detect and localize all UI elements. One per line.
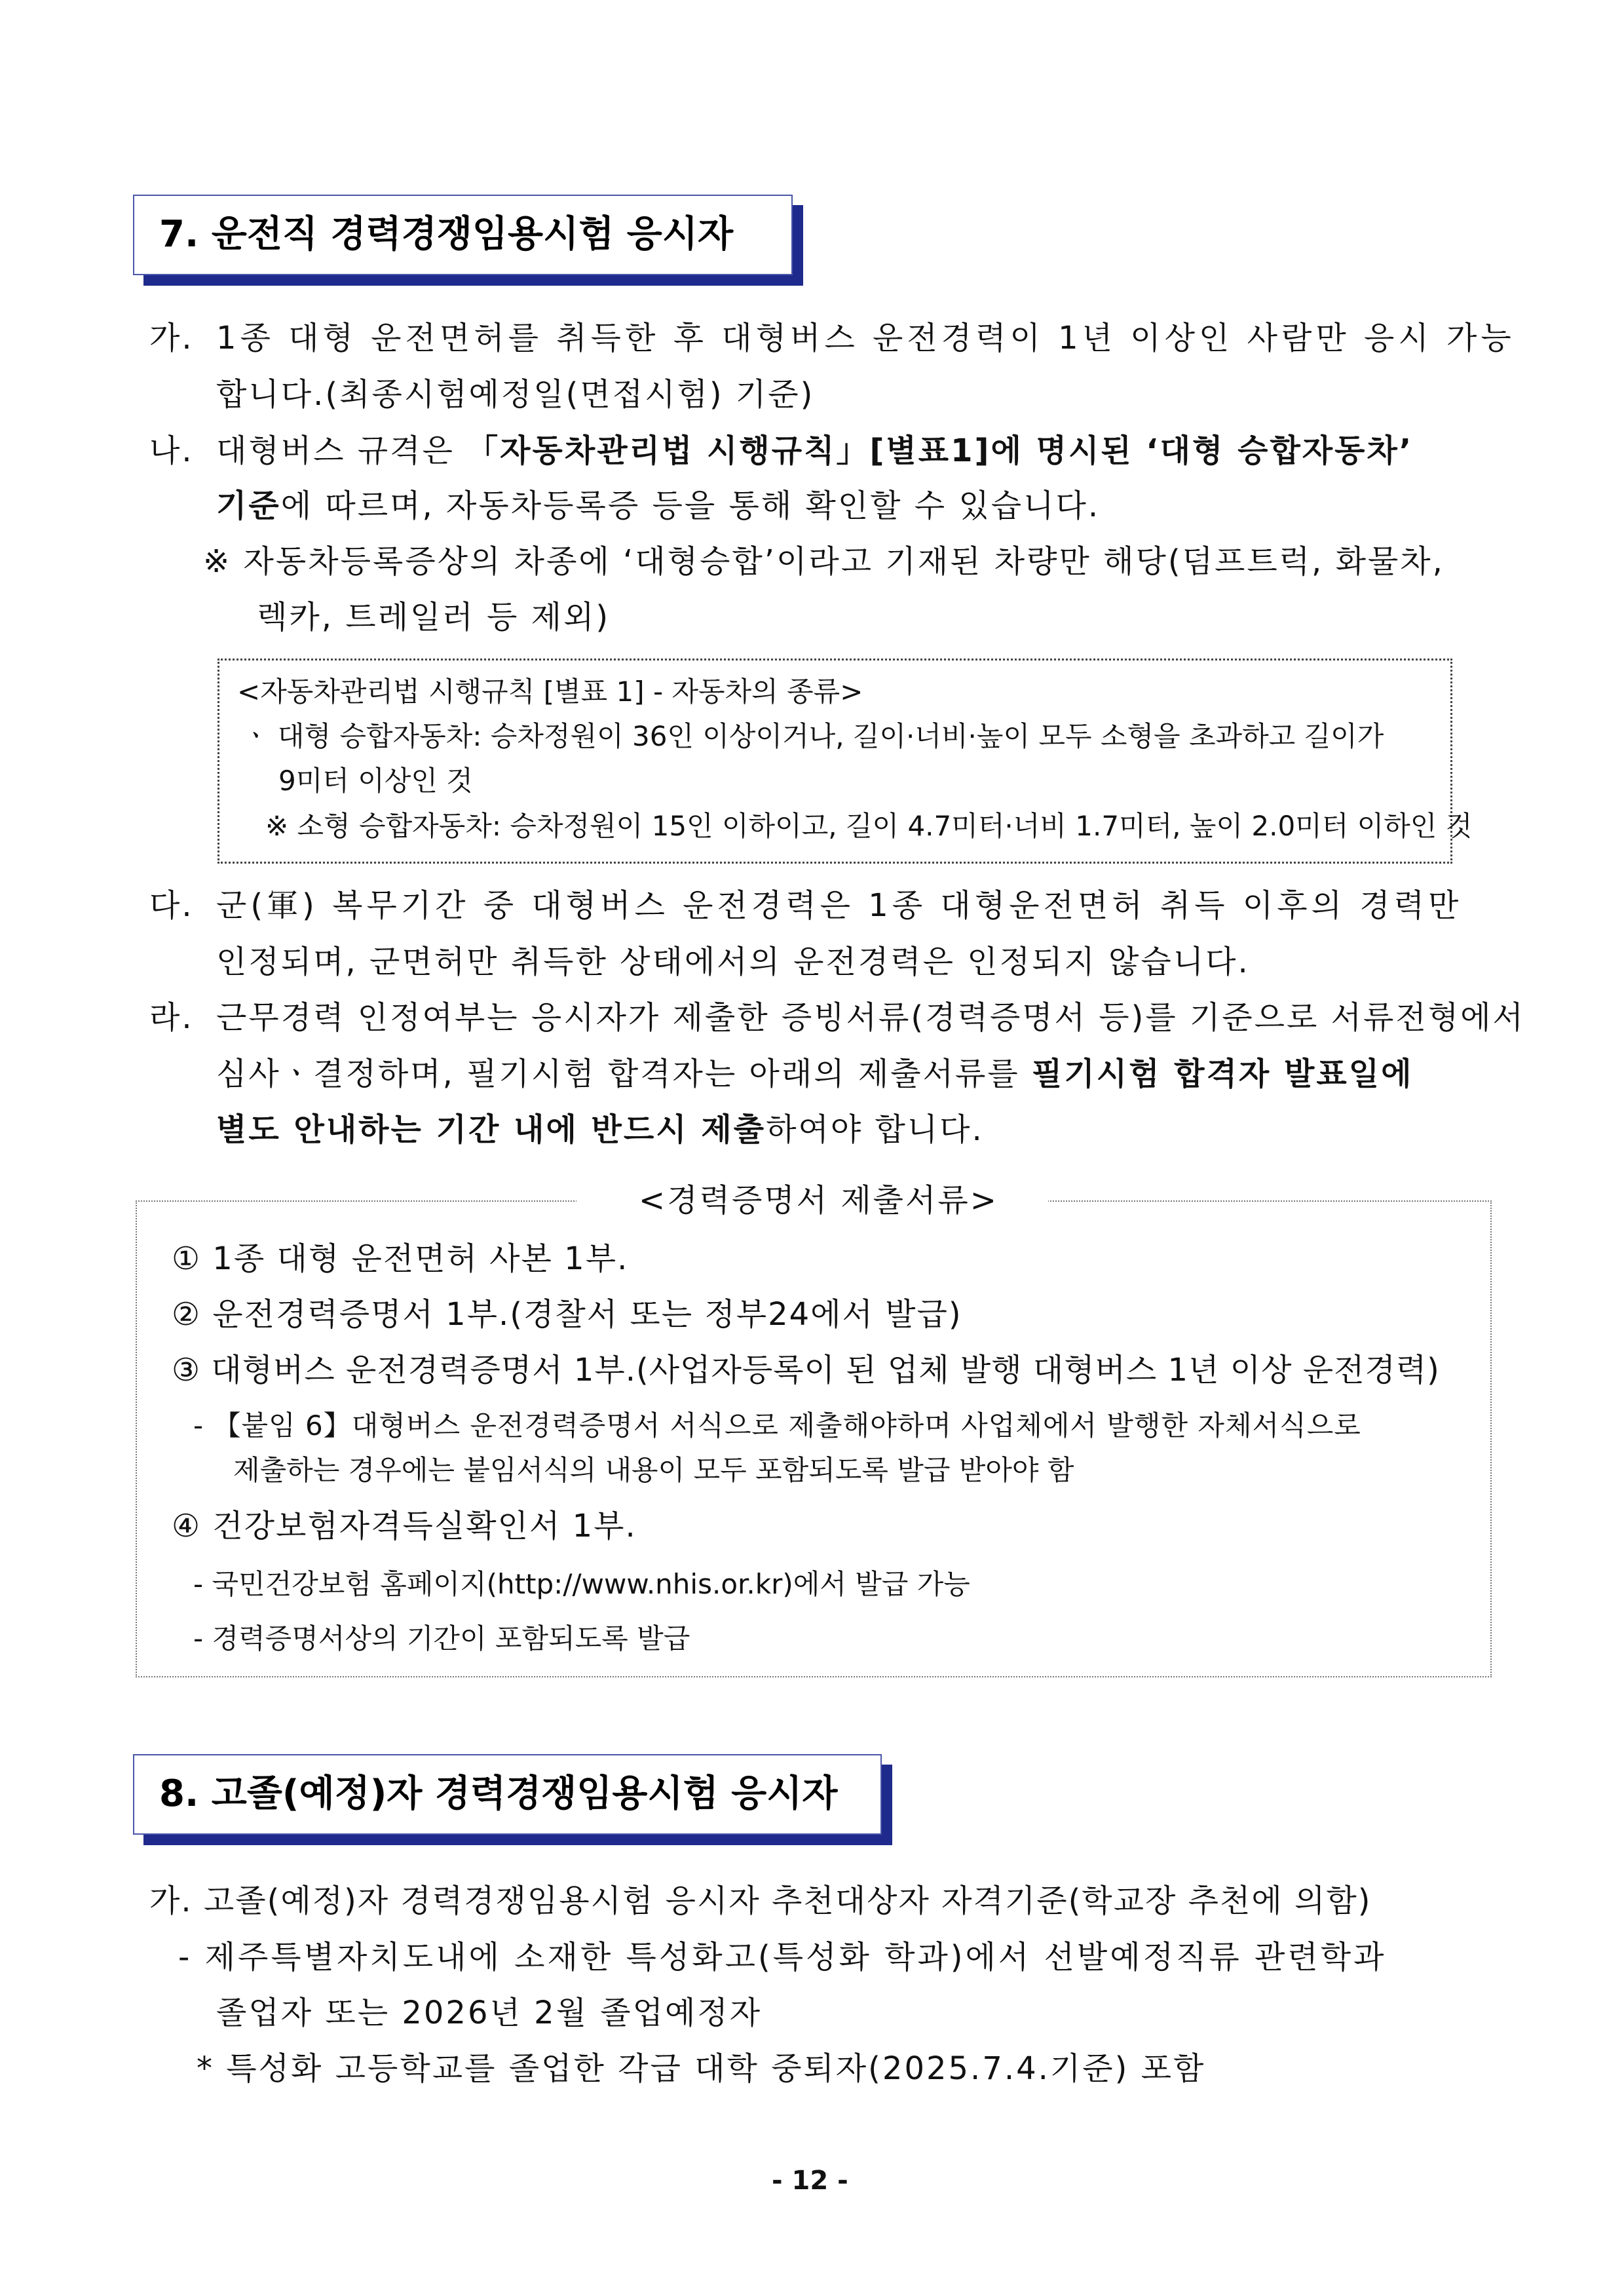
s7-note-line1: ※ 자동차등록증상의 차종에 ‘대형승합’이라고 기재된 차량만 해당(덤프트럭, 화물차, — [203, 543, 1445, 580]
s7-ra-line1: 근무경력 인정여부는 응시자가 제출한 증빙서류(경력증명서 등)를 기준으로 서류전형에서 — [216, 999, 1525, 1036]
s8-star-line: * 특성화 고등학교를 졸업한 각급 대학 중퇴자(2025.7.4.기준) 포함 — [197, 2050, 1206, 2087]
career-docs-item2: ② 운전경력증명서 1부.(경찰서 또는 정부24에서 발급) — [172, 1296, 962, 1333]
s7-na-line1 — [216, 432, 1414, 469]
s7-da-label: 다. — [149, 887, 194, 924]
s7-na-line1-prefix: 대형버스 규격은 — [216, 432, 467, 469]
s7-ra-line3-rest: 하여야 합니다. — [766, 1111, 984, 1148]
law-box-title: <자동차관리법 시행규칙 [별표 1] - 자동차의 종류> — [237, 676, 863, 708]
page-number: - 12 - — [772, 2166, 848, 2196]
law-box-item2: ※ 소형 승합자동차: 승차정원이 15인 이하이고, 길이 4.7미터·너비 1.7미터, 높이 2.0미터 이하인 것 — [265, 810, 1473, 842]
s7-ra-line2 — [216, 1058, 1414, 1090]
s7-da-line2: 인정되며, 군면허만 취득한 상태에서의 운전경력은 인정되지 않습니다. — [216, 944, 1250, 980]
s7-ra-label: 라. — [149, 999, 194, 1036]
career-docs-item3-sub-line2: 제출하는 경우에는 붙임서식의 내용이 모두 포함되도록 발급 받아야 함 — [233, 1454, 1074, 1486]
s7-da-line1: 군(軍) 복무기간 중 대형버스 운전경력은 1종 대형운전면허 취득 이후의 경력만 — [216, 887, 1463, 924]
career-docs-title: <경력증명서 제출서류> — [639, 1182, 999, 1219]
career-docs-item4-sub1: - 국민건강보험 홈페이지(http://www.nhis.or.kr)에서 발급 가능 — [193, 1568, 970, 1600]
s7-ra-line2-bold: 필기시험 합격자 발표일에 — [1032, 1056, 1414, 1092]
s7-na-line1-bold: 「자동차관리법 시행규칙」[별표1]에 명시된 ‘대형 승합자동차’ — [466, 432, 1414, 469]
s7-na-line2 — [216, 490, 1100, 522]
s8-dash-line1: - 제주특별자치도내에 소재한 특성화고(특성화 학과)에서 선발예정직류 관련학과 — [178, 1939, 1387, 1976]
career-docs-item1: ① 1종 대형 운전면허 사본 1부. — [172, 1240, 629, 1277]
s7-ga-line2: 합니다.(최종시험예정일(면접시험) 기준) — [216, 376, 815, 413]
s7-note-line2: 렉카, 트레일러 등 제외) — [257, 599, 611, 636]
s7-ra-line3-bold: 별도 안내하는 기간 내에 반드시 제출 — [216, 1111, 766, 1148]
law-box-item1-line1: ㆍ 대형 승합자동차: 승차정원이 36인 이상이거나, 길이·너비·높이 모두 소형을 초과하고 길이가 — [242, 720, 1384, 752]
section7-heading: 7. 운전직 경력경쟁임용시험 응시자 — [159, 213, 734, 256]
career-docs-item4-sub2: - 경력증명서상의 기간이 포함되도록 발급 — [193, 1622, 690, 1655]
law-box-item1-line2: 9미터 이상인 것 — [278, 765, 473, 797]
s7-ra-line2-prefix: 심사ㆍ결정하며, 필기시험 합격자는 아래의 제출서류를 — [216, 1056, 1032, 1092]
section8-heading: 8. 고졸(예정)자 경력경쟁임용시험 응시자 — [159, 1772, 838, 1815]
s7-ra-line3 — [216, 1111, 984, 1148]
s8-dash-line2: 졸업자 또는 2026년 2월 졸업예정자 — [216, 1995, 763, 2031]
career-docs-item4: ④ 건강보험자격득실확인서 1부. — [172, 1508, 637, 1544]
s8-ga-line: 가. 고졸(예정)자 경력경쟁임용시험 응시자 추천대상자 자격기준(학교장 추천에 의함) — [149, 1883, 1372, 1919]
s7-na-label: 나. — [149, 432, 194, 469]
career-docs-item3: ③ 대형버스 운전경력증명서 1부.(사업자등록이 된 업체 발행 대형버스 1년 이상 운전경력) — [172, 1352, 1440, 1388]
s7-ga-line1: 1종 대형 운전면허를 취득한 후 대형버스 운전경력이 1년 이상인 사람만 응시 가능 — [216, 320, 1515, 356]
s7-ga-label: 가. — [149, 320, 194, 356]
s7-na-line2-rest: 에 따르며, 자동차등록증 등을 통해 확인할 수 있습니다. — [280, 488, 1101, 524]
career-docs-item3-sub-line1: - 【붙임 6】대형버스 운전경력증명서 서식으로 제출해야하며 사업체에서 발행한 자체서식으로 — [193, 1409, 1361, 1442]
s7-na-line2-bold: 기준 — [216, 488, 281, 524]
